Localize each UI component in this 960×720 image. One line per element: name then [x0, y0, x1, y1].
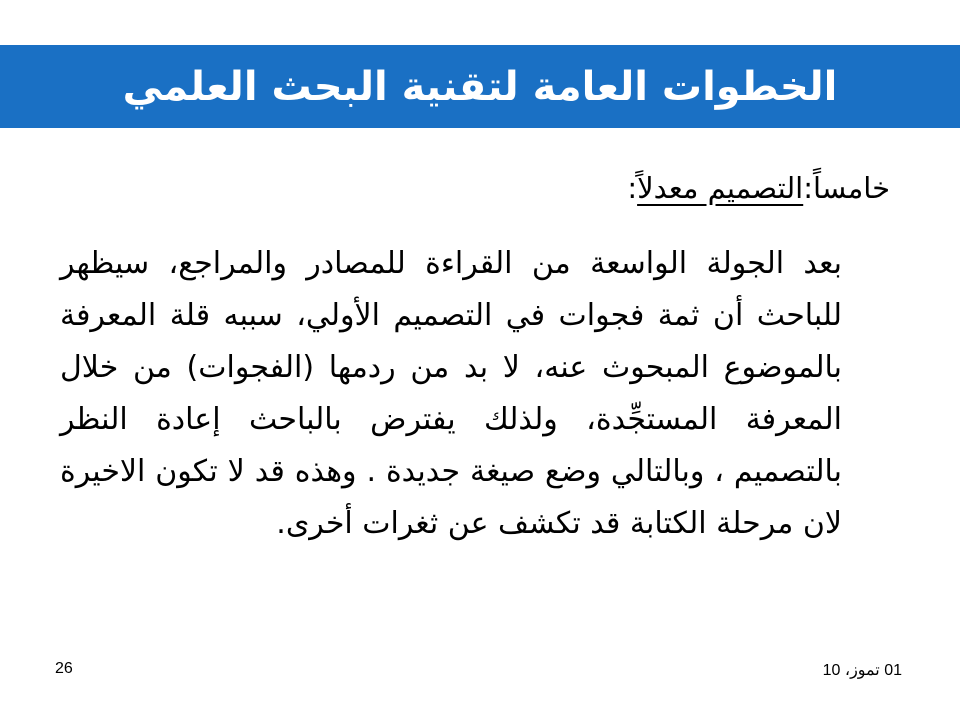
section-heading: [627, 170, 890, 208]
section-term: التصميم معدلاً: [637, 171, 804, 205]
title-bar: [0, 45, 960, 128]
section-label: خامساً:: [803, 171, 890, 205]
footer-date: 01 تموز، 10: [822, 662, 902, 679]
slide-title: الخطوات العامة لتقنية البحث العلمي: [122, 63, 838, 110]
section-suffix: :: [627, 171, 638, 205]
body-paragraph: بعد الجولة الواسعة من القراءة للمصادر والمراجع، سيظهر للباحث أن ثمة فجوات في التصميم الأولي، سببه قلة المعرفة بالموضوع المبحوث عنه، لا بد من ردمها (الفجوات) من خلال المعرفة المستجِّدة، ولذلك يفترض بالباحث إعادة النظر بالتصميم ، وبالتالي وضع صيغة جديدة . وهذه قد لا تكون الاخيرة لان مرحلة الكتابة قد تكشف عن ثغرات أخرى.: [60, 246, 842, 541]
page-number: 26: [55, 660, 73, 677]
